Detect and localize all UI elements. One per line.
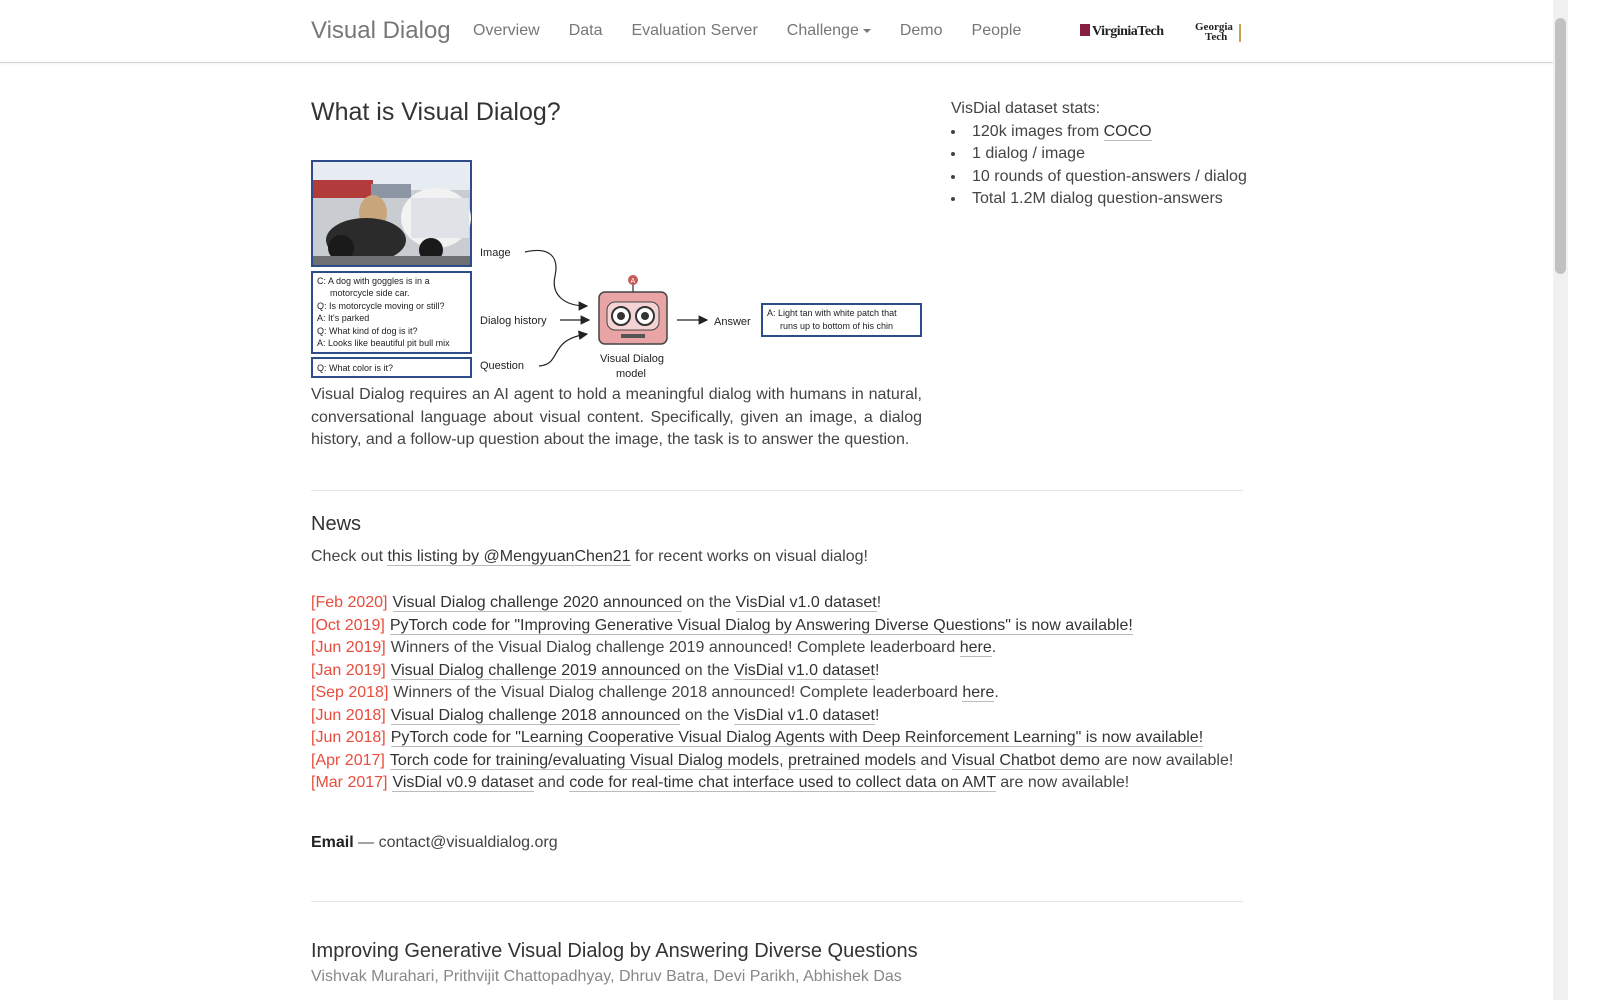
nav-evaluation-server[interactable]: Evaluation Server (631, 22, 758, 39)
question-text: Q: What color is it? (317, 363, 394, 373)
contact-email (311, 834, 558, 852)
gt-logo-line1: Georgia (1195, 21, 1233, 33)
stats-item: • 1 dialog / image (951, 143, 1247, 166)
stats-list (951, 121, 1247, 211)
history-line-3: Q: Is motorcycle moving or still? (317, 301, 445, 311)
news-link[interactable]: VisDial v0.9 dataset (392, 774, 534, 791)
caret-down-icon (863, 29, 871, 33)
news-item (311, 772, 1233, 795)
news-link[interactable]: here (959, 639, 992, 656)
robot-icon (599, 275, 667, 344)
arrow-image (525, 250, 587, 306)
divider (311, 901, 1243, 902)
virginia-tech-logo[interactable] (1080, 24, 1164, 40)
stats-title: VisDial dataset stats: (951, 100, 1101, 117)
news-date: [Jun 2018] (311, 729, 386, 746)
news-item (311, 637, 1233, 660)
news-text: on the (680, 706, 734, 724)
news-link[interactable]: Visual Chatbot demo (951, 751, 1100, 769)
news-text: on the (682, 594, 736, 611)
news-title: News (311, 513, 362, 535)
news-link[interactable]: VisDial v1.0 dataset (733, 661, 875, 679)
news-intro (311, 548, 868, 566)
news-text: . (994, 684, 999, 701)
news-link[interactable]: pretrained models (787, 751, 917, 769)
label-model-1: Visual Dialog (600, 353, 665, 365)
vt-shield-icon (1080, 24, 1090, 36)
news-list (311, 592, 1233, 795)
gt-logo-line2: Tech (1205, 31, 1228, 43)
news-text: , (779, 751, 788, 769)
news-text: Winners of the Visual Dialog challenge 2018 announced! Complete leaderboard (393, 684, 963, 701)
news-item (311, 727, 1233, 750)
paper-authors: Vishvak Murahari, Prithvijit Chattopadhyay, Dhruv Batra, Devi Parikh, Abhishek Das (311, 968, 902, 985)
history-line-5: Q: What kind of dog is it? (317, 326, 418, 336)
news-link[interactable]: PyTorch code for "Learning Cooperative Visual Dialog Agents with Deep Reinforcement Learning" is now available! (390, 729, 1204, 746)
news-link[interactable]: here (962, 684, 995, 701)
news-link[interactable]: Visual Dialog challenge 2018 announced (390, 706, 681, 724)
news-item (311, 615, 1233, 638)
news-link[interactable]: Visual Dialog challenge 2020 announced (392, 594, 683, 611)
news-link[interactable]: VisDial v1.0 dataset (735, 594, 877, 611)
news-date: [Jan 2019] (311, 661, 386, 679)
news-text: and (533, 774, 570, 791)
answer-box (762, 304, 921, 336)
label-question: Question (480, 360, 525, 372)
label-dialog-history: Dialog history (480, 315, 547, 327)
news-text: ! (876, 594, 882, 611)
news-link[interactable]: PyTorch code for "Improving Generative Visual Dialog by Answering Diverse Questions" is now available! (389, 616, 1133, 634)
news-link[interactable]: VisDial v1.0 dataset (733, 706, 875, 724)
question-box (312, 358, 471, 377)
dog-photo (312, 161, 471, 266)
scrollbar-thumb[interactable] (1555, 18, 1566, 274)
news-text: Winners of the Visual Dialog challenge 2019 announced! Complete leaderboard (390, 639, 960, 656)
news-link[interactable]: Torch code for training/evaluating Visual Dialog models (389, 751, 780, 769)
history-line-6: A: Looks like beautiful pit bull mix (317, 338, 450, 348)
news-date: [Oct 2019] (311, 616, 385, 634)
news-date: [Mar 2017] (311, 774, 388, 791)
stats-item (951, 121, 1247, 144)
coco-link[interactable]: COCO (1103, 122, 1152, 140)
robot-badge: A (630, 278, 636, 285)
news-item (311, 592, 1233, 615)
brand-link[interactable]: Visual Dialog (311, 17, 451, 44)
news-item (311, 705, 1233, 728)
divider (311, 490, 1243, 491)
news-text: ! (874, 661, 880, 679)
history-line-4: A: It's parked (317, 313, 370, 323)
news-text: are now available! (995, 774, 1130, 791)
news-text: and (916, 751, 952, 769)
news-intro-pre: Check out (311, 548, 388, 565)
page-title: What is Visual Dialog? (311, 98, 561, 126)
stats-item: • 10 rounds of question-answers / dialog (951, 166, 1247, 189)
answer-line-2: runs up to bottom of his chin (780, 321, 894, 331)
dataset-stats (951, 98, 1247, 211)
label-image: Image (480, 247, 511, 259)
answer-line-1: A: Light tan with white patch that (767, 308, 897, 318)
label-answer: Answer (714, 316, 751, 328)
history-line-2: motorcycle side car. (330, 288, 410, 298)
nav-overview[interactable]: Overview (473, 22, 540, 39)
nav-menu (473, 22, 1050, 40)
news-text: are now available! (1099, 751, 1234, 769)
label-model-2: model (616, 368, 646, 380)
nav-demo[interactable]: Demo (899, 22, 943, 39)
news-text: on the (680, 661, 734, 679)
news-date: [Sep 2018] (311, 684, 389, 701)
news-item (311, 682, 1233, 705)
gt-bar-icon (1239, 24, 1241, 42)
news-date: [Apr 2017] (311, 751, 385, 769)
news-link[interactable]: code for real-time chat interface used to collect data on AMT (569, 774, 996, 791)
news-item (311, 750, 1233, 773)
nav-challenge-label: Challenge (786, 22, 859, 39)
nav-data[interactable]: Data (568, 22, 603, 39)
visual-dialog-teaser-diagram (311, 158, 923, 384)
listing-link[interactable]: this listing by @MengyuanChen21 (387, 548, 631, 565)
arrow-question (539, 334, 587, 366)
news-date: [Feb 2020] (311, 594, 388, 611)
navbar (0, 0, 1553, 63)
dialog-history-box (312, 272, 471, 353)
news-link[interactable]: Visual Dialog challenge 2019 announced (390, 661, 681, 679)
email-label: Email (311, 834, 354, 851)
email-address[interactable]: contact@visualdialog.org (378, 834, 558, 851)
stats-item-text: 120k images from (972, 122, 1104, 140)
nav-challenge[interactable] (787, 22, 871, 40)
intro-description: Visual Dialog requires an AI agent to hold a meaningful dialog with humans in natural, conversational language about visual content. Specifically, given an image, a dialog history, and a follow-up question about the image, the task is to answer the question. (311, 386, 922, 448)
paper-title: Improving Generative Visual Dialog by Answering Diverse Questions (311, 940, 918, 962)
news-item (311, 660, 1233, 683)
history-line-1: C: A dog with goggles is in a (317, 276, 430, 286)
vt-logo-text: VirginiaTech (1092, 24, 1164, 39)
email-separator: — (353, 834, 379, 851)
news-intro-post: for recent works on visual dialog! (630, 548, 868, 565)
news-text: ! (874, 706, 880, 724)
georgia-tech-logo[interactable] (1195, 22, 1243, 42)
news-date: [Jun 2018] (311, 706, 386, 724)
stats-item: • Total 1.2M dialog question-answers (951, 188, 1247, 211)
nav-people[interactable]: People (971, 22, 1022, 39)
news-text: . (991, 639, 997, 656)
news-date: [Jun 2019] (311, 639, 386, 656)
